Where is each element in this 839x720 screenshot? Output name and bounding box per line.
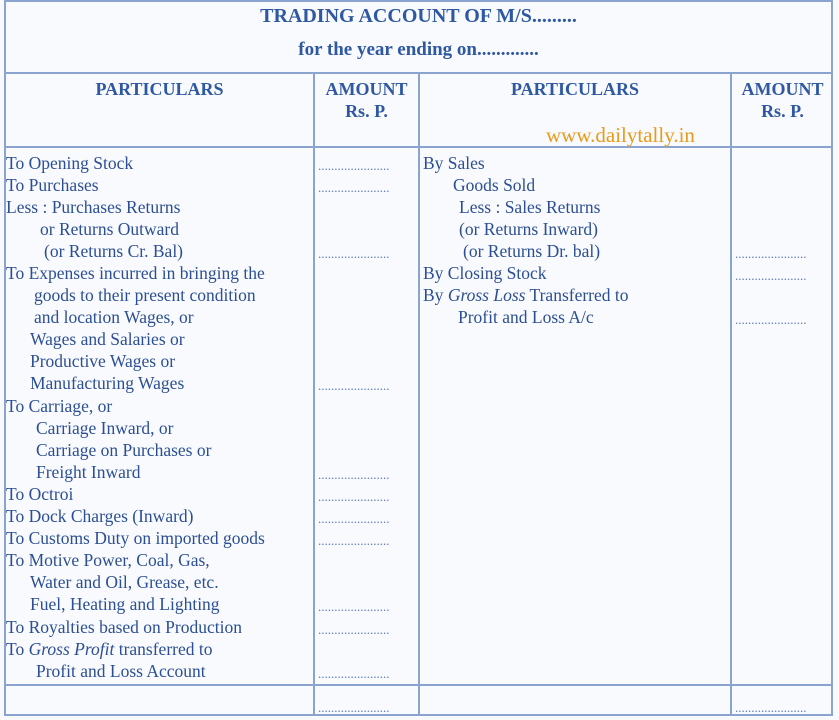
debit-line: To Customs Duty on imported goods <box>6 528 265 548</box>
debit-line: To Opening Stock <box>6 153 134 173</box>
title-box <box>6 2 831 74</box>
trading-account-sheet <box>4 0 833 716</box>
total-placeholder: ...................... <box>735 700 807 715</box>
debit-line: Freight Inward <box>36 462 141 482</box>
debit-line: or Returns Outward <box>40 219 180 239</box>
credit-line: By Sales <box>423 153 485 173</box>
credit-line: (or Returns Inward) <box>459 219 598 239</box>
debit-line: Fuel, Heating and Lighting <box>30 594 220 614</box>
gross-loss-line: By Gross Loss Transferred to <box>423 285 629 305</box>
watermark: www.dailytally.in <box>546 123 695 147</box>
debit-line: To Carriage, or <box>6 396 113 416</box>
amount-placeholder: ...................... <box>318 246 390 261</box>
total-divider <box>6 684 831 686</box>
amount-placeholder: ...................... <box>318 180 390 195</box>
header-particulars-right: PARTICULARS <box>510 79 640 99</box>
debit-line: (or Returns Cr. Bal) <box>44 241 184 261</box>
debit-line: To Expenses incurred in bringing the <box>6 263 265 283</box>
amount-placeholder: ...................... <box>318 467 390 482</box>
gross-loss-line-2: Profit and Loss A/c <box>458 307 594 327</box>
debit-line: Productive Wages or <box>30 351 176 371</box>
debit-line: To Octroi <box>6 484 74 504</box>
page-subtitle: for the year ending on............. <box>298 39 539 60</box>
header-divider <box>6 146 831 148</box>
credit-line: Less : Sales Returns <box>459 197 601 217</box>
debit-line: Carriage Inward, or <box>36 418 174 438</box>
debit-line: Water and Oil, Grease, etc. <box>30 572 219 592</box>
amount-placeholder: ...................... <box>318 666 390 681</box>
page-title: TRADING ACCOUNT OF M/S......... <box>260 5 577 27</box>
amount-placeholder: ...................... <box>318 511 390 526</box>
header-particulars-left: PARTICULARS <box>95 79 224 99</box>
amount-placeholder: ...................... <box>318 599 390 614</box>
column-divider <box>313 74 315 716</box>
debit-line: Wages and Salaries or <box>30 329 185 349</box>
debit-line: goods to their present condition <box>34 285 256 305</box>
credit-line: Goods Sold <box>453 175 536 195</box>
column-divider <box>418 74 420 716</box>
amount-placeholder: ...................... <box>318 622 390 637</box>
header-amount-right: AMOUNT Rs. P. <box>741 79 824 121</box>
debit-line: Carriage on Purchases or <box>36 440 212 460</box>
amount-placeholder: ...................... <box>318 533 390 548</box>
amount-placeholder: ...................... <box>735 268 807 283</box>
debit-line: To Purchases <box>6 175 99 195</box>
debit-line: Less : Purchases Returns <box>6 197 181 217</box>
amount-placeholder: ...................... <box>318 489 390 504</box>
debit-line: To Royalties based on Production <box>6 617 242 637</box>
credit-line: (or Returns Dr. bal) <box>463 241 601 261</box>
debit-line: To Motive Power, Coal, Gas, <box>6 550 210 570</box>
amount-placeholder: ...................... <box>318 378 390 393</box>
gross-profit-line: To Gross Profit transferred to <box>6 639 213 659</box>
debit-line: and location Wages, or <box>34 307 194 327</box>
column-divider <box>730 74 732 716</box>
amount-placeholder: ...................... <box>735 246 807 261</box>
gross-profit-line-2: Profit and Loss Account <box>36 661 206 681</box>
header-amount-left: AMOUNT Rs. P. <box>325 79 408 121</box>
credit-line: By Closing Stock <box>423 263 547 283</box>
amount-placeholder: ...................... <box>318 158 390 173</box>
total-placeholder: ...................... <box>318 700 390 715</box>
debit-line: To Dock Charges (Inward) <box>6 506 194 526</box>
debit-line: Manufacturing Wages <box>30 373 185 393</box>
amount-placeholder: ...................... <box>735 312 807 327</box>
